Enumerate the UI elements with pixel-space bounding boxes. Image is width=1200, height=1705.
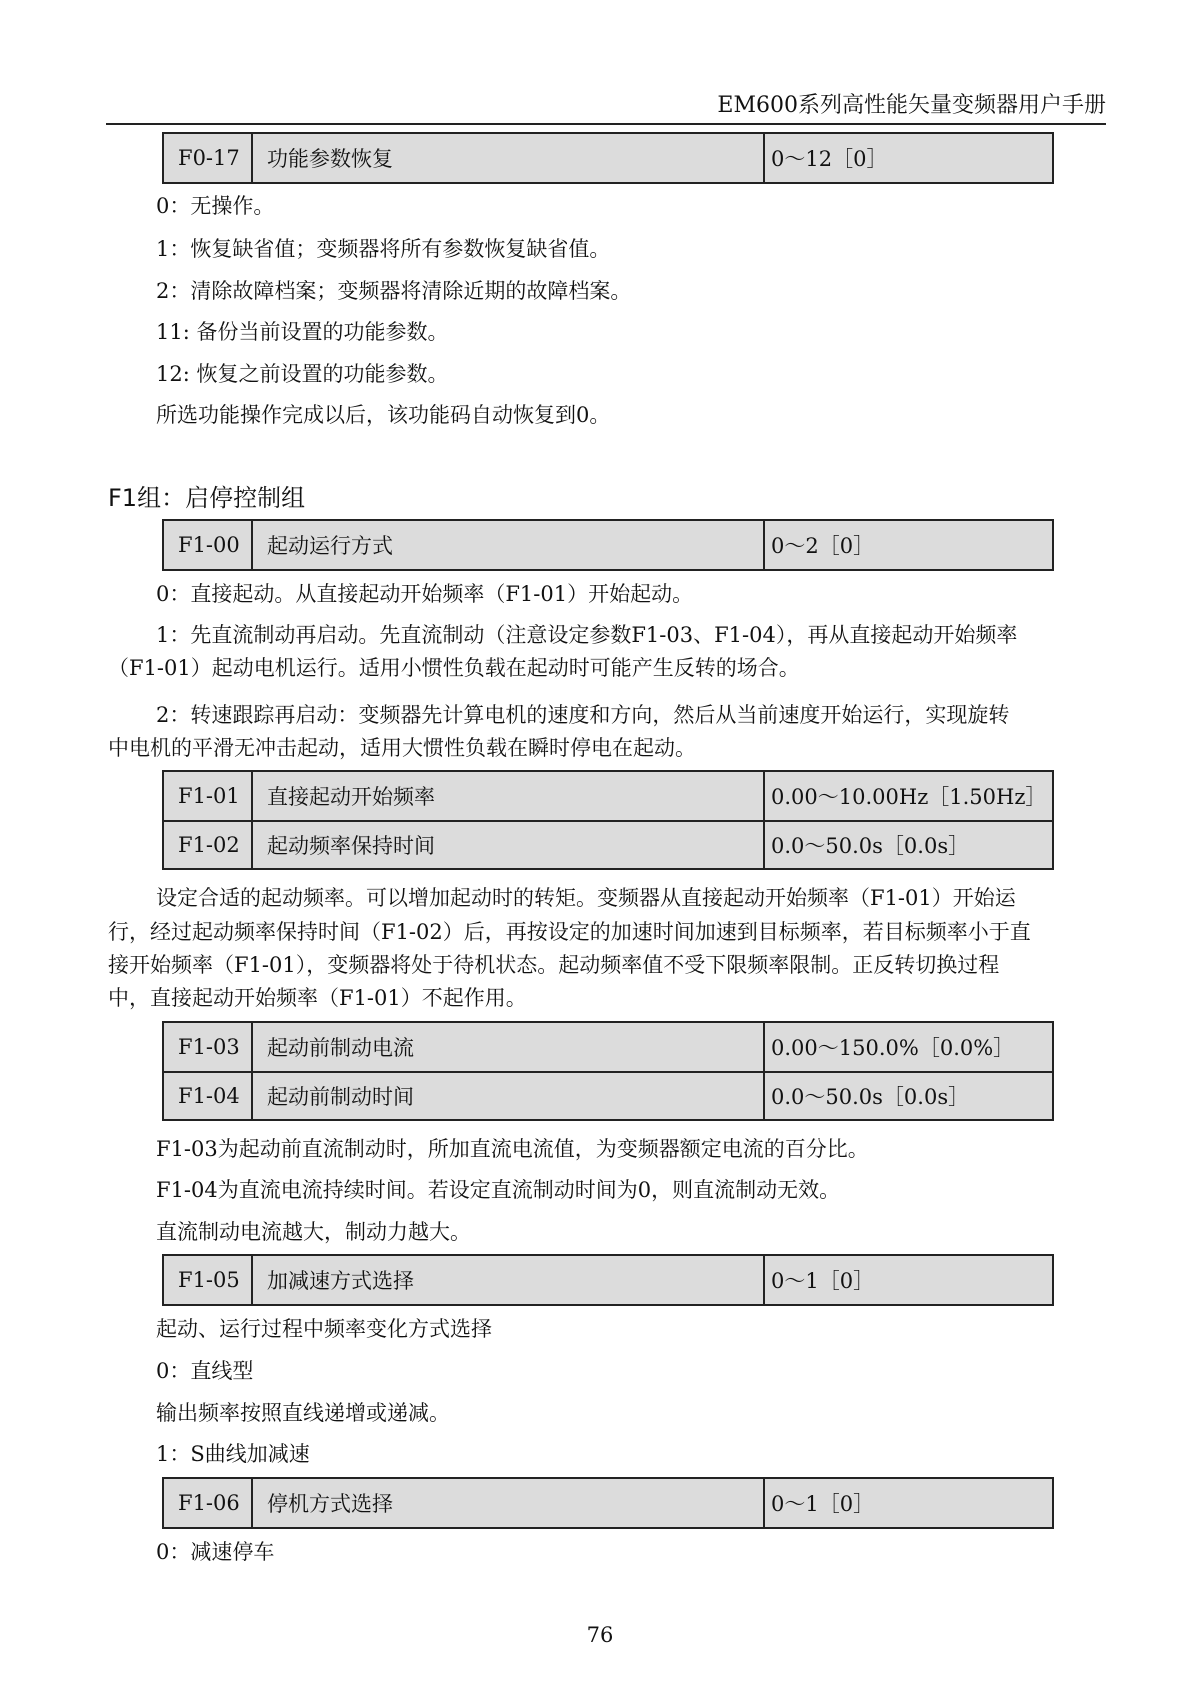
param-code: F1-03 [164, 1023, 253, 1071]
text-line: 12: 恢复之前设置的功能参数。 [156, 362, 449, 386]
text-line: 0：无操作。 [156, 194, 275, 218]
param-name: 直接起动开始频率 [253, 772, 765, 820]
param-code: F1-04 [164, 1073, 253, 1119]
param-code: F0-17 [164, 134, 253, 182]
text-line: 中电机的平滑无冲击起动，适用大惯性负载在瞬时停电在起动。 [108, 736, 696, 760]
param-range: 0.0～50.0s［0.0s］ [771, 834, 970, 858]
param-row [164, 1071, 1052, 1119]
param-code: F1-06 [164, 1479, 253, 1527]
param-code: F1-00 [164, 521, 253, 569]
manual-title: EM600系列高性能矢量变频器用户手册 [717, 93, 1106, 118]
text-line: 设定合适的起动频率。可以增加起动时的转矩。变频器从直接起动开始频率（F1-01）开始运 [156, 886, 1016, 910]
text-line: 接开始频率（F1-01），变频器将处于待机状态。起动频率值不受下限频率限制。正反转切换过程 [108, 953, 1000, 977]
param-table-f0-17 [162, 132, 1054, 184]
text-line: 起动、运行过程中频率变化方式选择 [156, 1317, 492, 1341]
param-range: 0～12［0］ [771, 147, 888, 171]
text-line: 直流制动电流越大，制动力越大。 [156, 1220, 471, 1244]
param-name: 起动频率保持时间 [253, 822, 765, 868]
param-name: 功能参数恢复 [253, 134, 765, 182]
text-line: 所选功能操作完成以后，该功能码自动恢复到0。 [156, 403, 611, 427]
param-table-f1-00 [162, 519, 1054, 571]
param-range: 0.00～150.0%［0.0%］ [771, 1036, 1015, 1060]
text-line: 11: 备份当前设置的功能参数。 [156, 320, 449, 344]
param-row [164, 820, 1052, 868]
text-line: 1：恢复缺省值；变频器将所有参数恢复缺省值。 [156, 237, 611, 261]
param-name: 停机方式选择 [253, 1479, 765, 1527]
param-row [164, 772, 1052, 820]
param-row [164, 1256, 1052, 1304]
section-heading: F1组：启停控制组 [108, 484, 306, 512]
param-table-f1-05 [162, 1254, 1054, 1306]
param-row [164, 1023, 1052, 1071]
text-line: 1：先直流制动再启动。先直流制动（注意设定参数F1-03、F1-04），再从直接起动开始频率 [156, 623, 1018, 647]
text-line: 2：清除故障档案；变频器将清除近期的故障档案。 [156, 279, 632, 303]
param-range: 0～1［0］ [771, 1269, 875, 1293]
param-name: 起动运行方式 [253, 521, 765, 569]
param-table-f1-06 [162, 1477, 1054, 1529]
param-range: 0.00～10.00Hz［1.50Hz］ [771, 785, 1047, 809]
text-line: （F1-01）起动电机运行。适用小惯性负载在起动时可能产生反转的场合。 [108, 656, 800, 680]
text-line: 0：直接起动。从直接起动开始频率（F1-01）开始起动。 [156, 582, 694, 606]
param-code: F1-02 [164, 822, 253, 868]
text-line: 0：减速停车 [156, 1540, 275, 1564]
param-code: F1-01 [164, 772, 253, 820]
text-line: 行，经过起动频率保持时间（F1-02）后，再按设定的加速时间加速到目标频率，若目标频率小于直 [108, 920, 1031, 944]
param-row [164, 1479, 1052, 1527]
param-range: 0.0～50.0s［0.0s］ [771, 1085, 970, 1109]
param-name: 起动前制动时间 [253, 1073, 765, 1119]
text-line: 2：转速跟踪再启动：变频器先计算电机的速度和方向，然后从当前速度开始运行，实现旋转 [156, 703, 1010, 727]
param-row [164, 134, 1052, 182]
param-range: 0～1［0］ [771, 1492, 875, 1516]
text-line: F1-03为起动前直流制动时，所加直流电流值，为变频器额定电流的百分比。 [156, 1137, 869, 1161]
text-line: 1：S曲线加减速 [156, 1442, 310, 1466]
param-range: 0～2［0］ [771, 534, 875, 558]
text-line: 中，直接起动开始频率（F1-01）不起作用。 [108, 986, 527, 1010]
param-row [164, 521, 1052, 569]
param-code: F1-05 [164, 1256, 253, 1304]
text-line: F1-04为直流电流持续时间。若设定直流制动时间为0，则直流制动无效。 [156, 1178, 841, 1202]
param-table-f1-03-04 [162, 1021, 1054, 1121]
param-name: 起动前制动电流 [253, 1023, 765, 1071]
page-number: 76 [586, 1623, 614, 1647]
param-name: 加减速方式选择 [253, 1256, 765, 1304]
text-line: 0：直线型 [156, 1359, 254, 1383]
text-line: 输出频率按照直线递增或递减。 [156, 1401, 450, 1425]
param-table-f1-01-02 [162, 770, 1054, 870]
header-rule [106, 123, 1106, 125]
